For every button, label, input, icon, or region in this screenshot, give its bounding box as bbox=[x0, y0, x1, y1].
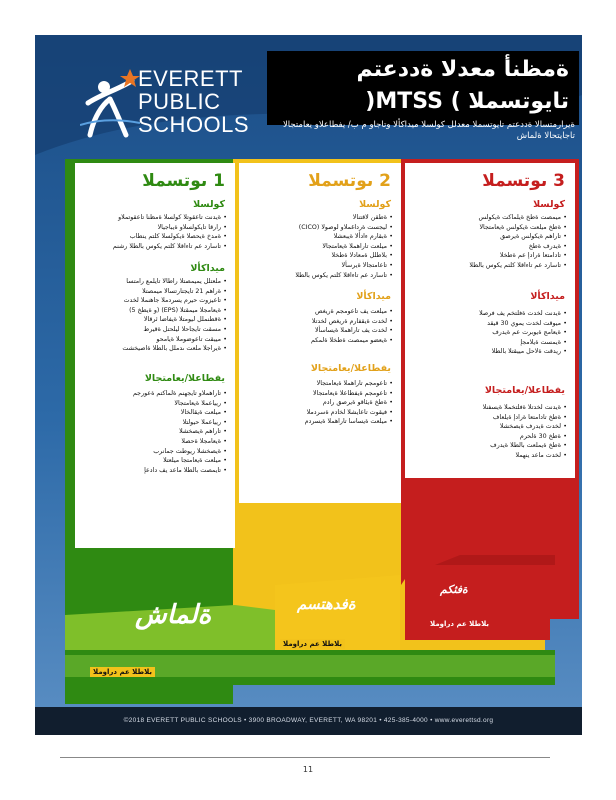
footer-contact-bar: ©2018 EVERETT PUBLIC SCHOOLS • 3900 BROADWAY, EVERETT, WA 98201 • 425-385-4000 • www.everettsd.org bbox=[35, 707, 582, 735]
tier-3-social-emotional-heading: يفطاعلا/يعامتجالا bbox=[484, 385, 565, 396]
tier-1-social-emotional-list bbox=[133, 389, 227, 475]
list-item: • ريدقت ةلاحل مييقتلا بالطلا bbox=[479, 347, 567, 357]
page-number: 11 bbox=[302, 765, 314, 774]
tier-1-title: 1 ىوتسملا bbox=[142, 171, 225, 191]
page-divider bbox=[60, 757, 550, 758]
tier-2-behavior-list bbox=[295, 213, 393, 280]
tier-3-box bbox=[405, 163, 575, 478]
list-item: • ةطخ ةيملعت بالطلا ةيدرف bbox=[483, 441, 567, 451]
tier-1-box bbox=[75, 163, 235, 548]
list-item: • لخدت ةيدرف ةيصخشلا bbox=[483, 422, 567, 432]
list-item: • ريياعملا حيولتلا bbox=[133, 418, 227, 428]
list-item: • ةطخ تادامتعا ةرادإ ةيلعاف bbox=[483, 413, 567, 423]
list-item: • ميمصت ةطخ ةيلماكت ةيكولس bbox=[469, 213, 567, 223]
list-item: • تاراهم ةيكولس ةيرصق bbox=[469, 232, 567, 242]
list-item: • تاراهملاو تايجهنم ةلماكتم ةعورجم bbox=[133, 389, 227, 399]
list-item: • ةيعامجلا ميمقتلا (EPS) (و ةيطخ 5) bbox=[122, 306, 227, 316]
list-item: • تاراهم ةيصخشلا bbox=[133, 427, 227, 437]
tier-1-social-emotional-heading: يفطاعلا/يعامتجالا bbox=[144, 373, 225, 384]
flyer-page bbox=[35, 35, 582, 735]
tier-3-title: 3 ىوتسملا bbox=[482, 171, 565, 191]
list-item: • ةيراجلا ملعت ىدملل بالطلا ةاصيخشت bbox=[122, 344, 227, 354]
tier-3-social-emotional-list bbox=[483, 403, 567, 461]
list-item: • تاسارد عم تاءاقلا كلتم يكوس بالطلا bbox=[295, 271, 393, 281]
list-item: • ريياعملا ةيعامتجالا bbox=[133, 399, 227, 409]
band-tag-intensive: بلاطلا عم دراوملا bbox=[427, 619, 492, 629]
band-label-universal: ةلماش bbox=[135, 600, 212, 630]
logo-line-schools: SCHOOLS bbox=[138, 112, 250, 137]
title-line-1: ةمظنأ معدلا ةددعتم bbox=[356, 57, 569, 82]
tier-2-behavior-heading: كولسلا bbox=[359, 199, 391, 210]
list-item: • ميلعت تاراهملا ةيعامتجالا bbox=[295, 242, 393, 252]
list-item: • ةبقارم ءادألا ةيبعشلا bbox=[295, 232, 393, 242]
list-item: • ةيدنت تاعقوتلا كولسلا ةمظنا تاعقوتملاو bbox=[113, 213, 227, 223]
list-item: • ةيعامج ةيوبرت عم ةيدرف bbox=[479, 328, 567, 338]
list-item: • مييقت تاعوضوملا ةيامحو bbox=[122, 335, 227, 345]
list-item: • ملعتلل يميمصتلا راطالا تايلمع رامتسا bbox=[122, 277, 227, 287]
tier-3-academic-heading: ميداكألا bbox=[530, 291, 565, 302]
title-box bbox=[267, 51, 579, 125]
list-item: • ميلعت ةيعامتجا ميلعتلا bbox=[133, 456, 227, 466]
title-line-2: تايوتسملا ) MTSS( bbox=[365, 89, 569, 114]
list-item: • تاسارد عم تاءاقلا كلتم يكوس بالطلا رشنم bbox=[113, 242, 227, 252]
tier-1-academic-list bbox=[122, 277, 227, 354]
list-item: • ةيدرف ةطخ bbox=[469, 242, 567, 252]
logo-line-everett: EVERETT bbox=[138, 66, 243, 91]
list-item: • بلاطلل ةمعادلا ةطخلا bbox=[295, 251, 393, 261]
list-item: • ةطخ 30 ةلحرم bbox=[483, 432, 567, 442]
list-item: • ميلعت يف تاعومجم ةريغص bbox=[311, 307, 393, 317]
list-item: • ليجست ةرداغملاو لوصولا (CICO) bbox=[295, 223, 393, 233]
tier-2-social-emotional-list bbox=[305, 379, 393, 427]
list-item: • ةيدنت لخدت ةفلتخم يف فرصلا bbox=[479, 309, 567, 319]
list-item: • ةطخ ميلعت ةيكولس ةيعامتجالا bbox=[469, 223, 567, 233]
list-item: • فيقوت تاعايشلا لخادم ةسردملا bbox=[305, 408, 393, 418]
list-item: • تاسارد عم تاءاقلا كلتم يكوس بالطلا bbox=[469, 261, 567, 271]
list-item: • تايمصت بالطلا ماعد يف دادعإ bbox=[133, 466, 227, 476]
list-item: • لخدت ماعد ينهملا bbox=[483, 451, 567, 461]
band-label-intensive: ةفثكم bbox=[440, 583, 468, 596]
tier-1-behavior-list bbox=[113, 213, 227, 251]
subtitle: ةيرارمتسالا ةددعتم تايوتسملا معدلل كولسلا ميداكألا وتاجاو م ب/ يفطاعلاو يعامتجالا تاجايتحالا ةلماش bbox=[282, 120, 575, 141]
band-label-targeted: ةفدهتسم bbox=[297, 595, 356, 613]
list-item: • تادامتعا ةرادإ عم ةطخلا bbox=[469, 251, 567, 261]
tier-2-academic-heading: ميداكألا bbox=[356, 291, 391, 302]
list-item: • ةراهم 21 تايجتارتسالا ميمصتلا bbox=[122, 287, 227, 297]
tier-2-box bbox=[239, 163, 401, 503]
everett-public-schools-logo bbox=[80, 55, 280, 165]
tier-2-academic-list bbox=[311, 307, 393, 345]
list-item: • تاعيزوت حيرم يسردملا جاهنملا لخدت bbox=[122, 296, 227, 306]
tier-1-behavior-heading: كولسلا bbox=[193, 199, 225, 210]
list-item: • ميلعت ةيساسا تاراهملا ةيسردم bbox=[305, 417, 393, 427]
logo-line-public: PUBLIC bbox=[138, 89, 221, 114]
tier-3-behavior-list bbox=[469, 213, 567, 271]
tier-2-social-emotional-heading: يفطاعلا/يعامتجالا bbox=[310, 363, 391, 374]
list-item: • ةقطنملل ليومتلا ةيفاضا ئرقالا bbox=[122, 315, 227, 325]
list-item: • لخدت يف تاراهملا ةيساسألا bbox=[311, 326, 393, 336]
star-runner-icon bbox=[80, 65, 140, 145]
tier-1-academic-heading: ميداكألا bbox=[190, 263, 225, 274]
list-item: • تاعامتجالا ةيرسألا bbox=[295, 261, 393, 271]
list-item: • ةطقن لاقتنالا bbox=[295, 213, 393, 223]
tier-2-title: 2 ىوتسملا bbox=[308, 171, 391, 191]
list-item: • ةيمست ةيلامجإ bbox=[479, 338, 567, 348]
list-item: • تاعومجم ةيفطاعلا ةيعامتجالا bbox=[305, 389, 393, 399]
tier-3-academic-list bbox=[479, 309, 567, 357]
list-item: • رارقا تايكولسلاو ةيباجيالا bbox=[113, 223, 227, 233]
band-tag-targeted: بلاطلا عم دراوملا bbox=[280, 639, 345, 649]
list-item: • مسقت تايجاحلا ليلحتل ةقيرط bbox=[122, 325, 227, 335]
list-item: • ةيصخشلا ريوطت جمانرب bbox=[133, 447, 227, 457]
list-item: • ةيدنت لخدتلا ةفلتخملا ةيسفنلا bbox=[483, 403, 567, 413]
list-item: • تاعومجم تاراهملا ةيعامتجالا bbox=[305, 379, 393, 389]
tier-3-behavior-heading: كولسلا bbox=[533, 199, 565, 210]
list-item: • ةطخ ةيئاقو ةيرصق رادم bbox=[305, 398, 393, 408]
list-item: • لخدت ةيقفارم ةريغص لخدتلا bbox=[311, 317, 393, 327]
band-tag-universal: بلاطلا عم دراوملا bbox=[90, 667, 155, 677]
list-item: • ةيعامجلا ةحصلا bbox=[133, 437, 227, 447]
list-item: • ةمدخ ةيحصلا ةيكولسلا كلتم ينطاب bbox=[113, 232, 227, 242]
list-item: • ميوقت لخدت يموي 30 قيقد bbox=[479, 319, 567, 329]
list-item: • ميلعت ةيقالخالا bbox=[133, 408, 227, 418]
list-item: • ةيعضو ميمصت ةطخلا ةلمكم bbox=[311, 336, 393, 346]
